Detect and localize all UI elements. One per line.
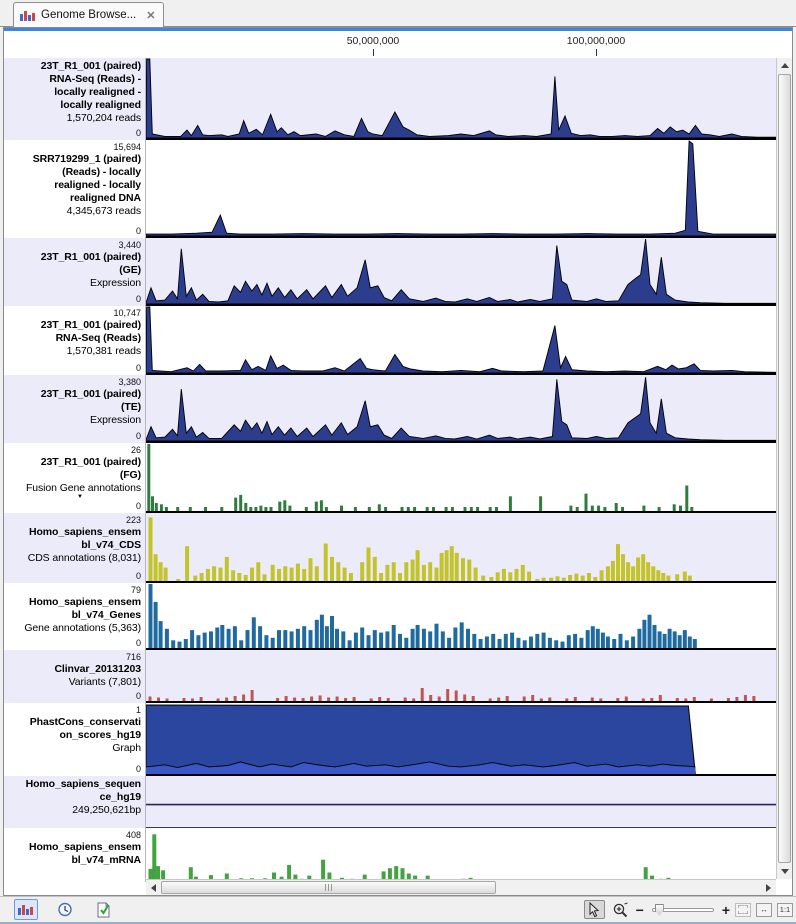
- track-data-area[interactable]: [146, 703, 776, 776]
- track-label[interactable]: [10, 513, 146, 583]
- track-data-area[interactable]: [146, 58, 776, 140]
- ruler-tick-label: 100,000,000: [566, 35, 626, 47]
- scroll-down-button[interactable]: [777, 864, 792, 879]
- scroll-right-button[interactable]: [761, 880, 776, 895]
- scroll-left-button[interactable]: [146, 880, 161, 895]
- track-title-line: Homo_sapiens_ensem: [29, 841, 141, 853]
- track-subtitle-line: CDS annotations (8,031): [27, 552, 141, 564]
- track-row[interactable]: [4, 375, 792, 443]
- track-label[interactable]: [10, 58, 146, 140]
- track-subtitle-line: Graph: [112, 742, 141, 754]
- track-max-value: 408: [125, 830, 141, 840]
- track-min-value: 0: [135, 431, 141, 441]
- pan-cursor-button[interactable]: [584, 900, 605, 919]
- track-subtitle-line: Expression: [90, 414, 141, 426]
- track-min-value: 0: [135, 571, 141, 581]
- track-max-value: 3,380: [118, 377, 141, 387]
- track-title-line: Homo_sapiens_sequen: [25, 778, 141, 790]
- track-subtitle-line: Fusion Gene annotations: [25, 482, 141, 494]
- track-title-line: 23T_R1_001 (paired): [40, 251, 141, 263]
- track-min-value: 0: [135, 501, 141, 511]
- magnifier-plus-icon: [612, 902, 629, 918]
- scrollbar-grip-icon: [328, 884, 329, 891]
- track-title-line: 23T_R1_001 (paired): [40, 319, 141, 331]
- track-data-area[interactable]: [146, 238, 776, 306]
- track-label[interactable]: [10, 828, 146, 882]
- track-subtitle-line: 4,345,673 reads: [66, 205, 141, 217]
- track-label[interactable]: [10, 375, 146, 443]
- zoom-out-button[interactable]: −: [635, 901, 644, 918]
- tab-genome-browser[interactable]: [13, 2, 164, 27]
- genome-browser-tab-icon: [20, 9, 35, 22]
- track-title-line: realigned DNA: [69, 192, 141, 204]
- track-row[interactable]: [4, 306, 792, 375]
- ruler-tick-mark: [596, 49, 597, 56]
- caret-down-icon: ▼: [77, 494, 83, 500]
- zoom-100-button[interactable]: 1:1: [777, 903, 793, 917]
- track-data-area[interactable]: [146, 443, 776, 513]
- track-subtitle-line: Expression: [90, 277, 141, 289]
- cursor-arrow-icon: [587, 902, 601, 918]
- right-arrow-icon: [766, 884, 771, 892]
- track-view-icon: [18, 903, 34, 916]
- track-row[interactable]: [4, 443, 792, 513]
- horizontal-scrollbar[interactable]: [146, 879, 776, 895]
- vertical-scrollbar[interactable]: [776, 58, 792, 879]
- track-title-line: 23T_R1_001 (paired): [40, 456, 141, 468]
- track-title-line: SRR719299_1 (paired): [32, 153, 141, 165]
- history-view-button[interactable]: [53, 899, 77, 920]
- track-row[interactable]: [4, 140, 792, 238]
- track-min-value: 0: [135, 363, 141, 373]
- track-data-area[interactable]: [146, 375, 776, 443]
- track-max-value: 716: [125, 652, 141, 662]
- track-min-value: 0: [135, 691, 141, 701]
- fit-width-button[interactable]: ↔: [756, 903, 772, 917]
- track-max-value: 10,747: [113, 308, 141, 318]
- track-title-line: locally realigned: [60, 99, 141, 111]
- track-title-line: (TE): [120, 401, 141, 413]
- track-title-line: (FG): [119, 469, 141, 481]
- track-subtitle-line: 1,570,204 reads: [66, 112, 141, 124]
- tab-bar: [0, 0, 796, 27]
- track-max-value: 223: [125, 515, 141, 525]
- track-min-value: 0: [135, 638, 141, 648]
- track-row[interactable]: [4, 776, 792, 828]
- track-row[interactable]: [4, 583, 792, 650]
- track-min-value: 0: [135, 226, 141, 236]
- track-label[interactable]: [10, 140, 146, 238]
- zoom-slider[interactable]: [652, 908, 714, 912]
- track-label[interactable]: [10, 238, 146, 306]
- track-max-value: 26: [130, 445, 141, 455]
- track-max-value: 79: [130, 585, 141, 595]
- document-check-icon: [96, 902, 112, 918]
- track-row[interactable]: [4, 703, 792, 776]
- track-title-line: on_scores_hg19: [59, 729, 141, 741]
- track-title-line: Clinvar_20131203: [54, 663, 141, 675]
- track-label[interactable]: [10, 583, 146, 650]
- up-arrow-icon: [781, 63, 789, 68]
- tab-title: Genome Browse...: [41, 9, 137, 21]
- vertical-scrollbar-thumb[interactable]: [778, 74, 791, 863]
- track-title-line: 23T_R1_001 (paired): [40, 60, 141, 72]
- track-label[interactable]: [10, 443, 146, 513]
- track-title-line: ce_hg19: [99, 791, 141, 803]
- track-data-area[interactable]: [146, 306, 776, 375]
- track-title-line: (GE): [119, 264, 141, 276]
- track-title-line: 23T_R1_001 (paired): [40, 388, 141, 400]
- track-view-button[interactable]: [14, 899, 38, 920]
- zoom-in-tool-button[interactable]: [610, 900, 631, 919]
- track-title-line: bl_v74_mRNA: [71, 854, 141, 866]
- track-row[interactable]: [4, 828, 792, 882]
- left-arrow-icon: [151, 884, 156, 892]
- track-title-line: bl_v74_Genes: [71, 609, 141, 621]
- element-info-button[interactable]: [92, 899, 116, 920]
- track-max-value: 15,694: [113, 142, 141, 152]
- horizontal-scrollbar-thumb[interactable]: [161, 881, 496, 894]
- track-title-line: locally realigned -: [54, 86, 141, 98]
- track-min-value: 0: [135, 294, 141, 304]
- history-clock-icon: [57, 902, 73, 917]
- track-data-area[interactable]: [146, 828, 776, 882]
- track-title-line: RNA-Seq (Reads): [55, 332, 141, 344]
- track-row[interactable]: [4, 58, 792, 140]
- track-subtitle-line: Variants (7,801): [68, 676, 141, 688]
- track-label[interactable]: [10, 306, 146, 375]
- track-row[interactable]: [4, 238, 792, 306]
- track-subtitle-line: Gene annotations (5,363): [24, 622, 141, 634]
- position-ruler: [4, 31, 792, 58]
- zoom-tools: [584, 897, 793, 922]
- track-title-line: (Reads) - locally: [62, 166, 141, 178]
- track-data-area[interactable]: [146, 650, 776, 703]
- track-label[interactable]: [10, 776, 146, 828]
- scroll-up-button[interactable]: [777, 58, 792, 73]
- track-row[interactable]: [4, 650, 792, 703]
- track-label[interactable]: [10, 703, 146, 776]
- status-bar: [0, 896, 796, 922]
- track-data-area[interactable]: [146, 776, 776, 828]
- zoom-to-selection-button[interactable]: [735, 903, 751, 917]
- track-list: [4, 58, 792, 882]
- track-data-area[interactable]: [146, 513, 776, 583]
- track-title-line: Homo_sapiens_ensem: [29, 596, 141, 608]
- track-data-area[interactable]: [146, 140, 776, 238]
- track-subtitle-line: 249,250,621bp: [72, 804, 141, 816]
- track-title-line: RNA-Seq (Reads) -: [49, 73, 141, 85]
- zoom-in-button[interactable]: +: [721, 901, 730, 918]
- track-title-line: realigned - locally: [54, 179, 141, 191]
- track-min-value: 0: [135, 128, 141, 138]
- zoom-slider-thumb[interactable]: [655, 904, 664, 916]
- track-max-value: 1: [135, 705, 141, 715]
- track-title-line: bl_v74_CDS: [81, 539, 141, 551]
- ruler-tick-mark: [373, 49, 374, 56]
- track-subtitle-line: 1,570,381 reads: [66, 345, 141, 357]
- selection-rect-icon: [738, 905, 748, 914]
- track-data-area[interactable]: [146, 583, 776, 650]
- down-arrow-icon: [781, 869, 789, 874]
- track-max-value: 3,440: [118, 240, 141, 250]
- browser-panel: [3, 27, 793, 896]
- tab-close-icon[interactable]: ✕: [146, 9, 156, 22]
- track-row[interactable]: [4, 513, 792, 583]
- view-mode-tools: [14, 897, 116, 922]
- ruler-tick-label: 50,000,000: [346, 35, 400, 47]
- track-min-value: 0: [135, 764, 141, 774]
- track-label[interactable]: [10, 650, 146, 703]
- track-title-line: PhastCons_conservati: [29, 716, 141, 728]
- track-title-line: Homo_sapiens_ensem: [29, 526, 141, 538]
